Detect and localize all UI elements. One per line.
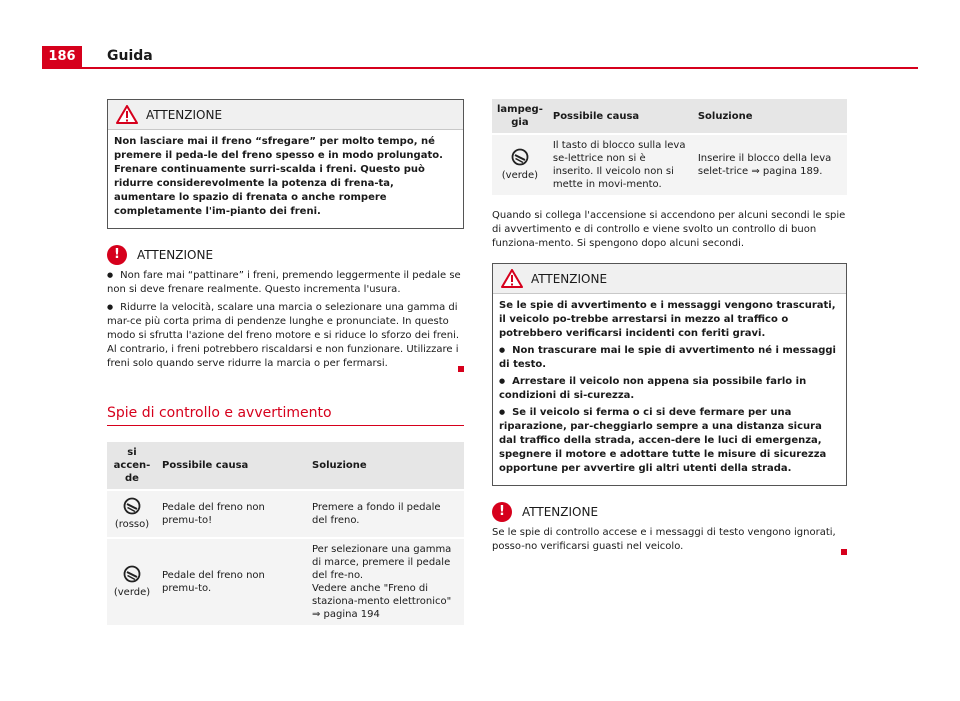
table-row [107,538,464,626]
warning-box-text: Non lasciare mai il freno “sfregare” per molto tempo, né premere il peda-le del freno spesso e in modo prolungato. Frenare continuamente surri-scalda i freni. Questo può ridurre considerevolmente la potenza di frena-ta, aumentare lo spazio di frenata o anche rompere completamente l'im-pianto dei freni. [114,136,443,217]
brake-pedal-lamp-icon [123,497,141,515]
warning-triangle-icon [501,269,523,288]
lamp-color-label: (verde) [501,170,539,181]
table-header: si accen-de [107,442,157,490]
solution-text: Per selezionare una gamma di marce, premere il pedale del fre-no. [312,544,452,581]
warning-box-title: ATTENZIONE [531,271,608,286]
table-header: Possibile causa [548,99,693,134]
warning-box-lights [492,263,847,486]
table-header: Possibile causa [157,442,307,490]
section-title: Spie di controllo e avvertimento [107,405,464,426]
header-title: Guida [107,48,153,64]
table-header: Soluzione [693,99,847,134]
warning-box-title: ATTENZIONE [146,107,223,122]
warning-lights-table-left [107,442,464,627]
cause-cell: Il tasto di blocco sulla leva se-lettrice non si è inserito. Il veicolo non si mette in movi-mento. [548,134,693,196]
warning-box-header [108,100,463,130]
attention-title: ATTENZIONE [137,248,214,262]
cause-cell: Pedale del freno non premu-to! [157,490,307,538]
warning-box-header [493,264,846,294]
end-marker-icon [841,549,847,555]
left-column [107,99,464,627]
end-marker-icon [458,366,464,372]
solution-cell: Premere a fondo il pedale del freno. [307,490,464,538]
table-row [492,134,847,196]
table-header: lampeg-gia [492,99,548,134]
intro-paragraph: Quando si collega l'accensione si accendono per alcuni secondi le spie di avvertimento e di controllo e viene svolto un controllo di buon funziona-mento. Si spengono dopo alcuni secondi. [492,210,846,249]
cause-cell: Pedale del freno non premu-to. [157,538,307,626]
lamp-color-label: (rosso) [114,519,150,530]
warning-box-intro: Se le spie di avvertimento e i messaggi vengono trascurati, il veicolo po-trebbe arrestarsi in mezzo al traffico o potrebbero verificarsi incidenti con feriti gravi. [499,300,836,339]
solution-extra: Vedere anche "Freno di staziona-mento elettronico" [312,583,452,607]
exclamation-circle-icon: ! [107,245,127,265]
table-header: Soluzione [307,442,464,490]
solution-cell [307,538,464,626]
warning-bullet: ● Arrestare il veicolo non appena sia possibile farlo in condizioni di si-curezza. [499,375,840,403]
warning-triangle-icon [116,105,138,124]
warning-lights-table-right [492,99,847,197]
warning-bullet: ● Non trascurare mai le spie di avvertimento né i messaggi di testo. [499,344,840,372]
header-rule [42,67,918,69]
table-row [107,490,464,538]
attention-bullet: ● Non fare mai “pattinare” i freni, premendo leggermente il pedale se non si deve frenare realmente. Questo incrementa l'usura. [107,269,464,297]
attention-block-brakes [107,245,464,377]
lamp-color-label: (verde) [113,587,151,598]
attention-bullet: ● Ridurre la velocità, scalare una marcia o selezionare una gamma di mar-ce più corta prima di pendenze lunghe e pronunciate. In questo modo si sfrutta l'azione del freno motore e si riduce lo sforzo dei freni. Al contrario, i freni potrebbero riscaldarsi e non funzionare. Utilizzare i freni solo quando serve ridurre la marcia o per fermarsi. [107,301,464,371]
brake-pedal-lamp-icon [511,148,529,166]
attention-block-lights [492,502,847,560]
right-column [492,99,847,560]
brake-pedal-lamp-icon [123,565,141,583]
warning-bullet: ● Se il veicolo si ferma o ci si deve fermare per una riparazione, par-cheggiarlo sempre a una distanza sicura dal traffico della strada, accen-dere le luci di emergenza, spegnere il motore e adottare tutte le misure di sicurezza opportune per avvertire gli altri utenti della strada. [499,406,840,476]
attention-title: ATTENZIONE [522,505,599,519]
exclamation-circle-icon: ! [492,502,512,522]
page-reference-link[interactable]: ⇒ pagina 194 [312,609,380,620]
attention-text: Se le spie di controllo accese e i messaggi di testo vengono ignorati, posso-no verificarsi guasti nel veicolo. [492,527,836,552]
warning-box-brakes [107,99,464,229]
solution-cell: Inserire il blocco della leva selet-trice ⇒ pagina 189. [693,134,847,196]
page-number: 186 [42,46,82,68]
